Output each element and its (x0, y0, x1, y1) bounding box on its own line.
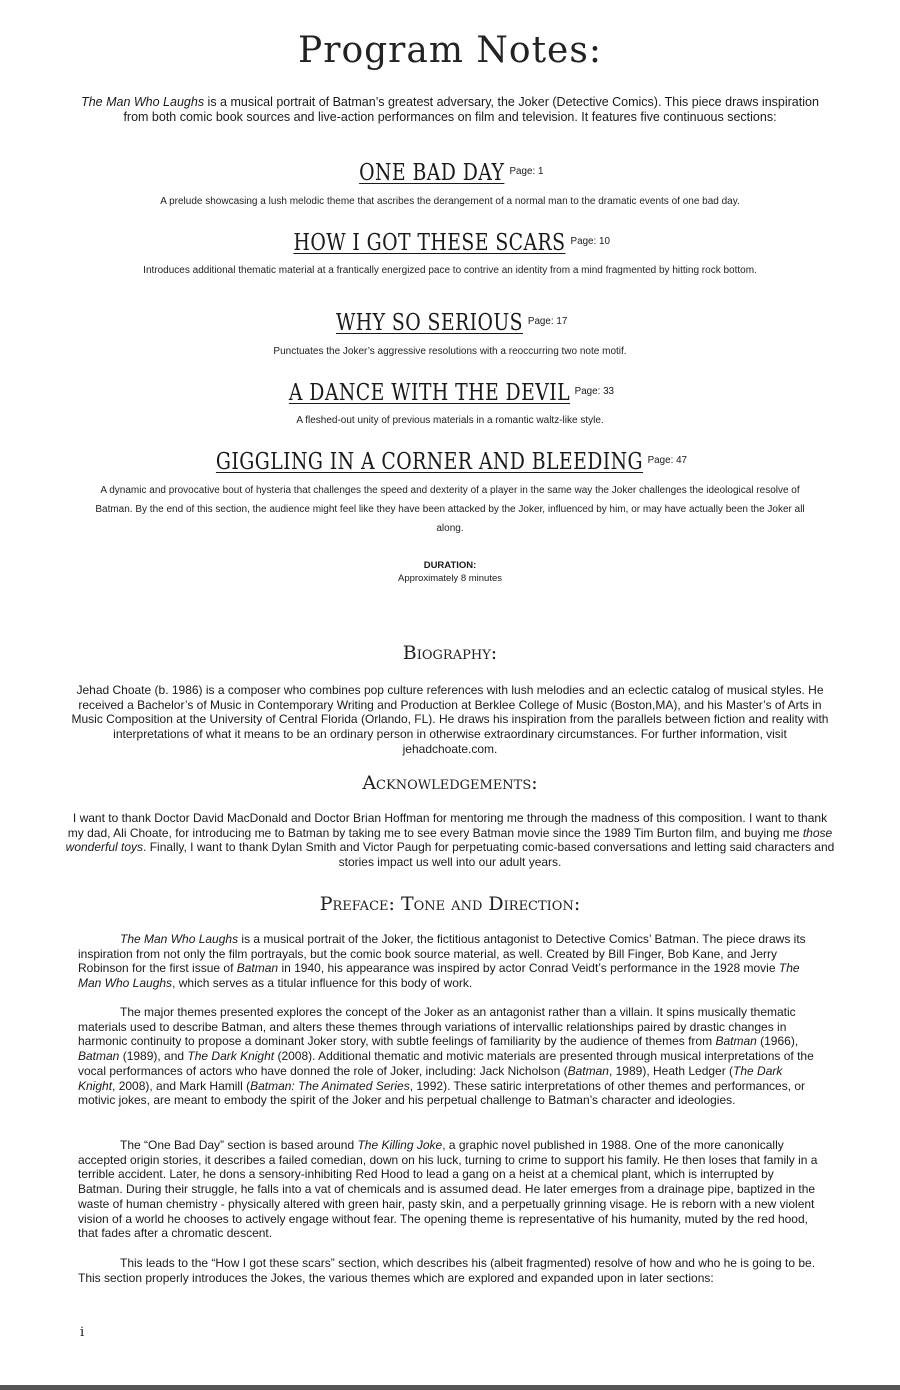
preface-paragraph-2 (78, 1005, 818, 1108)
text: in 1940, his appearance was inspired by actor Conrad Veidt’s performance in the 1928 movie (278, 961, 779, 976)
intro-italic: The Man Who Laughs (81, 95, 205, 109)
preface-paragraph-3 (78, 1138, 818, 1241)
preface-heading: Preface: Tone and Direction: (319, 893, 581, 915)
section-title-4 (81, 380, 819, 406)
section-title-5 (81, 449, 819, 475)
duration-label: DURATION: (423, 560, 477, 571)
section-title-text: ONE BAD DAY (359, 160, 505, 186)
italic-title: Batman (715, 1034, 757, 1049)
ack-italic: those wonderful toys (65, 825, 833, 855)
section-desc-2: Introduces additional thematic material at a frantically energized pace to contrive an identity from a mind fragmented by hitting rock bottom. (143, 265, 757, 276)
section-desc-4: A fleshed-out unity of previous materials in a romantic waltz-like style. (296, 415, 604, 426)
text: The major themes presented explores the concept of the Joker as an antagonist rather than a villain. It spins musically thematic materials used to describe Batman, and alters these themes through variations of intervallic relationships paired by drastic changes in harmonic continuity to propose a dominant Joker story, with subtle feelings of familiarity by the audience of themes from (78, 1005, 796, 1049)
ack-text-2: . Finally, I want to thank Dylan Smith and Victor Paugh for perpetuating comic-based conversations and letting said characters and stories impact us well into our adult years. (143, 840, 835, 870)
intro-text: is a musical portrait of Batman’s greatest adversary, the Joker (Detective Comics). This piece draws inspiration from both comic book sources and live-action performances on film and television. It features five continuous sections: (123, 95, 819, 124)
text: , which serves as a titular influence for this body of work. (172, 976, 473, 991)
section-page: Page: 33 (574, 386, 615, 397)
text: is a musical portrait of the Joker, the fictitious antagonist to Detective Comics’ Batman. The piece draws its inspiration from not only the film portrayals, but the comic book source material, as well. Created by Bill Finger, Bob Kane, and Jerry Robinson for the first issue of (78, 932, 806, 976)
section-title-1 (81, 160, 819, 186)
section-title-text: HOW I GOT THESE SCARS (293, 230, 566, 256)
page-title: Program Notes: (298, 30, 602, 71)
preface-paragraph-1 (78, 932, 818, 991)
italic-title: Batman (78, 1049, 120, 1064)
text: , 2008), and Mark Hamill ( (112, 1078, 251, 1093)
biography-heading: Biography: (402, 642, 498, 664)
duration-value: Approximately 8 minutes (397, 573, 503, 584)
text: The “One Bad Day” section is based around (120, 1138, 358, 1152)
text: , 1992). These satiric interpretations of other themes and performances, or motivic jokes, are meant to embody the spirit of the Joker and his perpetual challenge to Batman’s character and ideologies. (78, 1078, 806, 1108)
section-page: Page: 1 (509, 166, 544, 177)
italic-title: The Man Who Laughs (120, 932, 239, 946)
section-title-text: A DANCE WITH THE DEVIL (288, 380, 571, 406)
section-desc-3: Punctuates the Joker’s aggressive resolutions with a reoccurring two note motif. (273, 346, 627, 357)
section-title-2 (81, 230, 819, 256)
text: (1989), and (119, 1049, 188, 1064)
text: (2008). Additional thematic and motivic materials are presented through musical interpretations of the vocal performances of actors who have donned the role of Joker, including: Jack Nicholson ( (78, 1049, 814, 1078)
italic-title: The Dark Knight (78, 1063, 783, 1093)
acknowledgements-text (65, 811, 835, 870)
page-number: i (80, 1325, 85, 1340)
ack-text-1: I want to thank Doctor David MacDonald and Doctor Brian Hoffman for mentoring me through the madness of this composition. I want to thank my dad, Ali Choate, for introducing me to Batman by taking me to see every Batman movie since the 1989 Tim Burton film, and buying me (67, 811, 828, 840)
text: , 1989), Heath Ledger ( (608, 1063, 734, 1078)
acknowledgements-heading: Acknowledgements: (362, 772, 538, 794)
italic-title: The Killing Joke (357, 1138, 443, 1152)
biography-text: Jehad Choate (b. 1986) is a composer who combines pop culture references with lush melodies and an eclectic catalog of musical styles. He received a Bachelor’s of Music in Contemporary Writing and Production at Berklee College of Music (Boston,MA), and his Master’s of Arts in Music Composition at the University of Central Florida (Orlando, FL). He draws his inspiration from the parallels between fiction and reality with interpretations of what it means to be an ordinary person in otherwise extraordinary circumstances. For further information, visit jehadchoate.com. (71, 683, 829, 756)
italic-title: Batman: The Animated Series (250, 1078, 410, 1093)
page-bottom-edge (0, 1385, 900, 1390)
italic-title: The Man Who Laughs (78, 961, 800, 991)
section-title-text: GIGGLING IN A CORNER AND BLEEDING (215, 449, 644, 475)
section-title-text: WHY SO SERIOUS (335, 310, 523, 336)
section-page: Page: 10 (570, 236, 610, 247)
section-page: Page: 17 (527, 316, 568, 327)
intro-paragraph (75, 95, 825, 125)
italic-title: The Dark Knight (187, 1049, 275, 1064)
section-desc-5: A dynamic and provocative bout of hysteria that challenges the speed and dexterity of a player in the same way the Joker challenges the ideological resolve of Batman. By the end of this section, the audience might feel like they have been attacked by the Joker, influenced by him, or may have actually been the Joker all along. (95, 485, 805, 534)
text: (1966), (756, 1034, 799, 1049)
section-desc-1: A prelude showcasing a lush melodic theme that ascribes the derangement of a normal man to the dramatic events of one bad day. (160, 196, 740, 207)
text: , a graphic novel published in 1988. One of the more canonically accepted origin stories, it describes a failed comedian, down on his luck, turning to crime to support his family. He then loses that family in a terrible accident. Later, he dons a sensory-inhibiting Red Hood to lead a gang on a heist at a chemical plant, which is interrupted by Batman. During their struggle, he falls into a vat of chemicals and is assumed dead. He later emerges from a drainage pipe, baptized in the waste of human chemistry - physically altered with green hair, pasty skin, and a perpetually grinning visage. He is reborn with a new violent vision of a world he chooses to actively engage without fear. The opening theme is representative of his humanity, muted by the red hood, that fades after a chromatic descent. (78, 1138, 818, 1241)
preface-paragraph-4: This leads to the “How I got these scars” section, which describes his (albeit fragmented) resolve of how and who he is going to be. This section properly introduces the Jokes, the various themes which are explored and expanded upon in later sections: (78, 1256, 816, 1285)
italic-title: Batman (236, 961, 279, 976)
section-title-3 (81, 310, 819, 336)
section-page: Page: 47 (647, 455, 688, 466)
italic-title: Batman (567, 1063, 609, 1078)
